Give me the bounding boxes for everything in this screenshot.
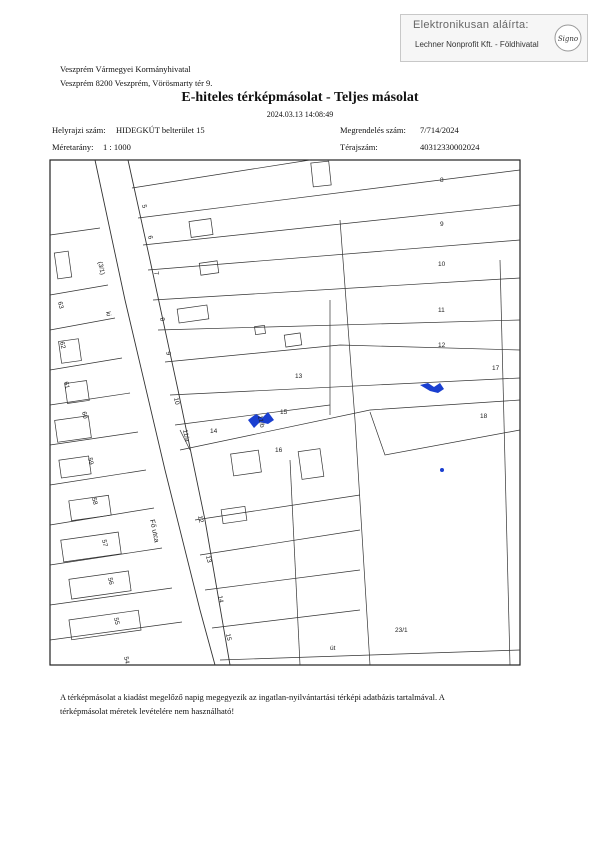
- parcel-label: Helyrajzi szám:: [52, 125, 106, 135]
- parcel-label-16: 16: [275, 447, 283, 454]
- west-no-63: 63: [56, 300, 65, 310]
- timestamp: 2024.03.13 14:08:49: [266, 110, 334, 119]
- parcel-label-13: 13: [295, 373, 303, 380]
- parcel-label-14: 14: [210, 428, 218, 435]
- west-no-58: 58: [90, 496, 99, 506]
- house-no-15: 15: [224, 632, 233, 642]
- parcel-label-15: 15: [280, 409, 288, 416]
- mapno-label: Térajszám:: [340, 142, 378, 152]
- street-label: Fő utca: [148, 518, 160, 544]
- west-no-56: 56: [106, 576, 115, 586]
- parcel-label-9: 9: [440, 221, 444, 228]
- house-no-8: 8: [158, 316, 166, 322]
- office-address: Veszprém 8200 Veszprém, Vörösmarty tér 9.: [60, 78, 213, 88]
- parcel-label-18: 18: [480, 413, 488, 420]
- blue-ink-marks: [248, 383, 444, 472]
- parcel-label-12: 12: [438, 342, 446, 349]
- house-no-7: 7: [152, 270, 160, 276]
- road-label-ut: út: [330, 645, 336, 652]
- scale-label: Méretarány:: [52, 142, 94, 152]
- road-edge-right: [128, 160, 233, 665]
- page-title: E-hiteles térképmásolat - Teljes másolat: [181, 90, 419, 105]
- house-no-13: 13: [204, 554, 213, 564]
- house-no-12: 12: [196, 514, 205, 524]
- mapno-value: 40312330002024: [420, 142, 480, 152]
- scale-value: 1 : 1000: [103, 142, 131, 152]
- parcel-label-3-1: (3/1): [96, 260, 106, 276]
- disclaimer-notice: A térképmásolat a kiadást megelőző napig megegyezik az ingatlan-nyilvántartási térképi adatbázis tartalmával. A térképmásolat méretek levételére nem használható!: [60, 692, 445, 716]
- east-lots: [132, 160, 520, 665]
- west-no-55: 55: [112, 616, 121, 626]
- stamp-title: Elektronikusan aláírta:: [413, 19, 529, 31]
- house-no-9: 9: [164, 350, 172, 356]
- west-no-57: 57: [100, 538, 109, 548]
- house-no-5: 5: [140, 203, 148, 209]
- house-no-6: 6: [146, 234, 154, 240]
- order-label: Megrendelés szám:: [340, 125, 406, 135]
- west-no-61: 61: [62, 380, 71, 390]
- parcel-label-23-1: 23/1: [395, 627, 408, 634]
- road-label-ki: ki: [104, 310, 112, 318]
- west-no-59: 59: [86, 456, 95, 466]
- house-no-11a: 11/a: [181, 428, 191, 443]
- west-no-54: 54: [122, 655, 131, 665]
- west-no-60: 60: [80, 410, 89, 420]
- house-no-14: 14: [216, 594, 225, 604]
- office-name: Veszprém Vármegyei Kormányhivatal: [60, 64, 191, 74]
- west-lots: [50, 228, 182, 640]
- parcel-label-8: 8: [440, 177, 444, 184]
- stamp-signer: Lechner Nonprofit Kft. - Földhivatal: [415, 40, 539, 49]
- parcel-value: HIDEGKÚT belterület 15: [116, 125, 205, 135]
- parcel-label-11: 11: [438, 307, 445, 314]
- west-no-62: 62: [58, 340, 67, 350]
- house-no-10: 10: [172, 396, 181, 406]
- seal-text: Signo: [557, 35, 579, 43]
- road-edge-left: [95, 160, 215, 665]
- house-no-11b: 11/b: [256, 414, 266, 429]
- parcel-label-17: 17: [492, 365, 500, 372]
- order-value: 7/714/2024: [420, 125, 459, 135]
- parcel-label-10: 10: [438, 261, 446, 268]
